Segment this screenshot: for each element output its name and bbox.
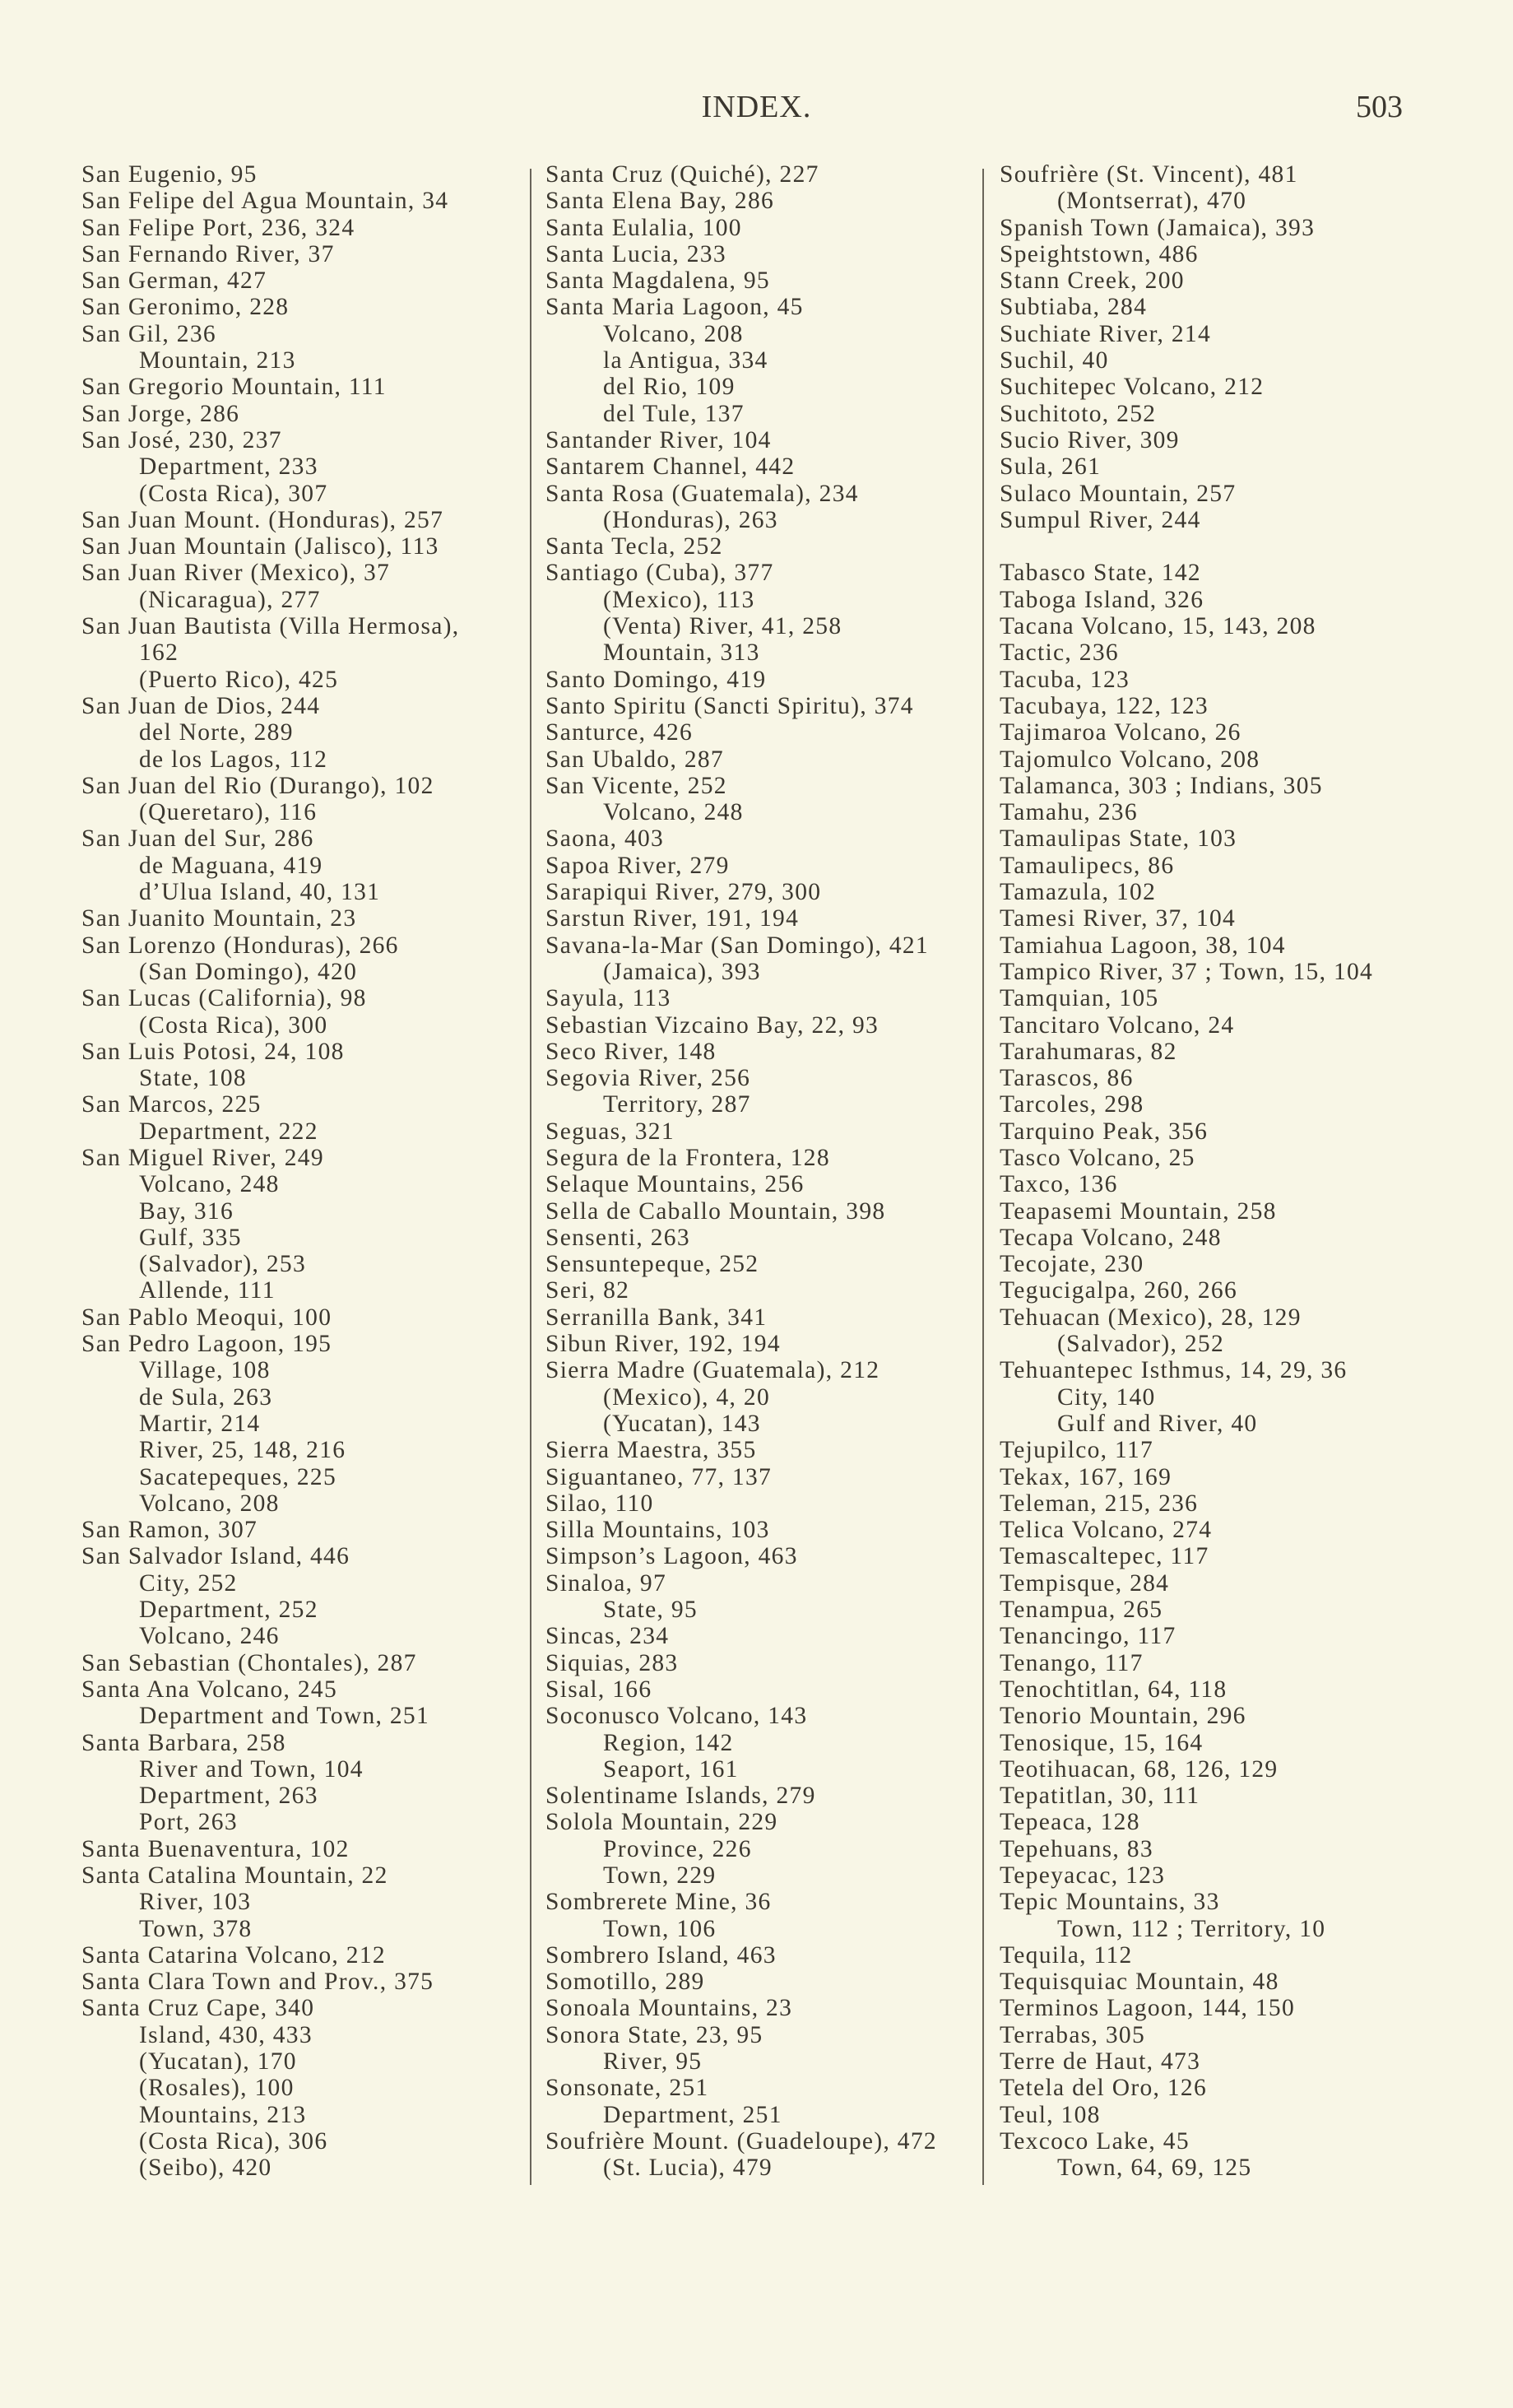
index-entry: San Juan River (Mexico), 37	[81, 560, 391, 587]
index-entry: Santurce, 426	[545, 719, 694, 746]
index-entry: San Pablo Meoqui, 100	[81, 1304, 332, 1331]
index-subentry: del Tule, 137	[603, 400, 745, 427]
index-entry: Teul, 108	[1000, 2101, 1101, 2128]
index-subentry: (Salvador), 253	[139, 1251, 307, 1278]
index-subentry: Mountain, 213	[139, 347, 296, 374]
index-entry: Terre de Haut, 473	[1000, 2048, 1201, 2076]
index-entry: Tequila, 112	[1000, 1941, 1133, 1969]
index-entry: Santo Domingo, 419	[545, 666, 767, 693]
index-subentry: River and Town, 104	[139, 1755, 364, 1783]
index-entry: Tepic Mountains, 33	[1000, 1889, 1220, 1916]
index-entry: Santander River, 104	[545, 426, 772, 453]
index-entry: Santiago (Cuba), 377	[545, 560, 774, 587]
index-entry: Telica Volcano, 274	[1000, 1517, 1213, 1544]
index-entry: Tequisquiac Mountain, 48	[1000, 1969, 1279, 1996]
index-entry: Santa Magdalena, 95	[545, 267, 770, 295]
page-number: 503	[1356, 90, 1403, 124]
index-entry: Seco River, 148	[545, 1038, 717, 1065]
index-entry: Sinaloa, 97	[545, 1569, 667, 1597]
index-subentry: (Yucatan), 170	[139, 2048, 297, 2076]
index-entry: Santa Maria Lagoon, 45	[545, 294, 804, 321]
index-subentry: Volcano, 208	[603, 320, 744, 347]
index-entry	[1000, 533, 1373, 560]
index-entry: Tajimaroa Volcano, 26	[1000, 719, 1241, 746]
index-subentry: Mountain, 313	[603, 639, 760, 667]
index-entry: San Juan del Rio (Durango), 102	[81, 772, 434, 799]
index-entry: Tepehuans, 83	[1000, 1835, 1153, 1862]
index-subentry: Territory, 287	[603, 1091, 751, 1118]
index-subentry: del Norte, 289	[139, 719, 294, 746]
index-column-3	[1000, 161, 1373, 2182]
index-entry: Sarapiqui River, 279, 300	[545, 879, 822, 906]
index-entry: Santarem Channel, 442	[545, 453, 796, 481]
index-subentry: Region, 142	[603, 1729, 734, 1756]
index-subentry: (Honduras), 263	[603, 506, 778, 533]
index-entry: San Juan Mountain (Jalisco), 113	[81, 533, 439, 560]
index-entry: Tenosique, 15, 164	[1000, 1729, 1204, 1756]
index-entry: Sulaco Mountain, 257	[1000, 480, 1237, 507]
index-entry: Sarstun River, 191, 194	[545, 905, 800, 932]
index-entry: San Fernando River, 37	[81, 240, 335, 267]
index-entry: Tepatitlan, 30, 111	[1000, 1783, 1200, 1810]
index-entry: San Gil, 236	[81, 320, 216, 347]
index-entry: Santa Cruz (Quiché), 227	[545, 161, 819, 188]
index-subentry: Volcano, 248	[603, 799, 744, 826]
index-entry: Tehuacan (Mexico), 28, 129	[1000, 1304, 1302, 1331]
index-subentry: (Mexico), 4, 20	[603, 1383, 771, 1411]
index-entry: Terminos Lagoon, 144, 150	[1000, 1995, 1295, 2022]
index-entry: San Eugenio, 95	[81, 161, 258, 188]
index-column-2	[545, 161, 937, 2182]
index-subentry: Town, 64, 69, 125	[1057, 2155, 1252, 2182]
index-subentry: (Yucatan), 143	[603, 1410, 761, 1437]
index-subentry: Department, 252	[139, 1597, 318, 1624]
index-entry: Selaque Mountains, 256	[545, 1171, 805, 1198]
index-entry: Sierra Madre (Guatemala), 212	[545, 1357, 880, 1384]
index-entry: Santa Catarina Volcano, 212	[81, 1941, 386, 1969]
index-entry: Teotihuacan, 68, 126, 129	[1000, 1755, 1279, 1783]
index-entry: San Juanito Mountain, 23	[81, 905, 357, 932]
index-entry: San Ubaldo, 287	[545, 746, 724, 773]
index-entry: Subtiaba, 284	[1000, 294, 1148, 321]
index-subentry: Volcano, 246	[139, 1623, 280, 1650]
index-entry: Tajomulco Volcano, 208	[1000, 746, 1260, 773]
index-entry: Tarquino Peak, 356	[1000, 1118, 1209, 1145]
index-subentry: (Seibo), 420	[139, 2155, 272, 2182]
index-entry: Tenochtitlan, 64, 118	[1000, 1676, 1228, 1703]
index-entry: Tempisque, 284	[1000, 1569, 1170, 1597]
index-subentry: Volcano, 208	[139, 1490, 280, 1517]
index-entry: San Marcos, 225	[81, 1091, 262, 1118]
index-subentry: Province, 226	[603, 1835, 752, 1862]
index-entry: Tejupilco, 117	[1000, 1437, 1154, 1464]
index-entry: Santo Spiritu (Sancti Spiritu), 374	[545, 692, 914, 719]
index-entry: Tepeyacac, 123	[1000, 1862, 1166, 1889]
index-entry: Tamaulipas State, 103	[1000, 825, 1237, 853]
index-entry: Tekax, 167, 169	[1000, 1463, 1172, 1490]
index-entry: Tabasco State, 142	[1000, 560, 1201, 587]
index-subentry: Town, 112 ; Territory, 10	[1057, 1915, 1326, 1942]
index-entry: Stann Creek, 200	[1000, 267, 1185, 295]
index-entry: San Luis Potosi, 24, 108	[81, 1038, 345, 1065]
index-subentry: Town, 106	[603, 1915, 717, 1942]
index-entry: Sonsonate, 251	[545, 2075, 709, 2102]
index-entry: Tancitaro Volcano, 24	[1000, 1011, 1235, 1039]
index-entry: Sibun River, 192, 194	[545, 1331, 781, 1358]
index-entry: San Lucas (California), 98	[81, 985, 367, 1012]
index-entry: Sebastian Vizcaino Bay, 22, 93	[545, 1011, 879, 1039]
index-subentry: Island, 430, 433	[139, 2021, 313, 2048]
index-entry: Tenango, 117	[1000, 1649, 1144, 1676]
index-subentry: (St. Lucia), 479	[603, 2155, 773, 2182]
index-entry: Tecapa Volcano, 248	[1000, 1224, 1222, 1251]
index-entry: Santa Lucia, 233	[545, 240, 726, 267]
index-entry: Speightstown, 486	[1000, 240, 1199, 267]
index-entry: Tetela del Oro, 126	[1000, 2075, 1207, 2102]
index-entry: Suchil, 40	[1000, 347, 1109, 374]
index-entry: Sensenti, 263	[545, 1224, 690, 1251]
index-entry: Serranilla Bank, 341	[545, 1304, 768, 1331]
index-entry: San Miguel River, 249	[81, 1144, 324, 1171]
index-subentry: State, 95	[603, 1597, 698, 1624]
index-entry: San Geronimo, 228	[81, 294, 290, 321]
index-entry: Santa Barbara, 258	[81, 1729, 286, 1756]
index-entry: Tarascos, 86	[1000, 1065, 1134, 1092]
index-subentry: 162	[139, 639, 179, 667]
index-entry: Temascaltepec, 117	[1000, 1543, 1209, 1570]
index-entry: Texcoco Lake, 45	[1000, 2127, 1190, 2155]
index-entry: San Jorge, 286	[81, 400, 240, 427]
index-subentry: Seaport, 161	[603, 1755, 739, 1783]
index-entry: Sensuntepeque, 252	[545, 1251, 759, 1278]
index-subentry: State, 108	[139, 1065, 247, 1092]
index-entry: Simpson’s Lagoon, 463	[545, 1543, 798, 1570]
index-entry: Santa Cruz Cape, 340	[81, 1995, 315, 2022]
index-entry: San Juan de Dios, 244	[81, 692, 321, 719]
index-entry: Talamanca, 303 ; Indians, 305	[1000, 772, 1323, 799]
index-entry: Sella de Caballo Mountain, 398	[545, 1197, 886, 1225]
index-entry: Tenorio Mountain, 296	[1000, 1703, 1246, 1730]
index-entry: Tampico River, 37 ; Town, 15, 104	[1000, 958, 1374, 985]
index-entry: Tamahu, 236	[1000, 799, 1138, 826]
index-subentry: la Antigua, 334	[603, 347, 768, 374]
index-entry: Solola Mountain, 229	[545, 1809, 778, 1836]
index-entry: Taboga Island, 326	[1000, 586, 1204, 613]
index-entry: Tacana Volcano, 15, 143, 208	[1000, 613, 1316, 640]
index-entry: Tamazula, 102	[1000, 879, 1157, 906]
index-subentry: Port, 263	[139, 1809, 238, 1836]
index-entry: Santa Rosa (Guatemala), 234	[545, 480, 859, 507]
index-subentry: (Venta) River, 41, 258	[603, 613, 842, 640]
index-subentry: (Nicaragua), 277	[139, 586, 321, 613]
index-subentry: del Rio, 109	[603, 374, 736, 401]
index-entry: San Juan del Sur, 286	[81, 825, 314, 853]
index-subentry: (Queretaro), 116	[139, 799, 318, 826]
index-entry: San Sebastian (Chontales), 287	[81, 1649, 417, 1676]
index-entry: Taxco, 136	[1000, 1171, 1118, 1198]
index-entry: San Juan Mount. (Honduras), 257	[81, 506, 444, 533]
index-subentry: City, 252	[139, 1569, 238, 1597]
index-entry: Tactic, 236	[1000, 639, 1119, 667]
index-entry: Tamaulipecs, 86	[1000, 852, 1175, 879]
index-subentry: de los Lagos, 112	[139, 746, 328, 773]
index-entry: Santa Elena Bay, 286	[545, 188, 775, 215]
index-subentry: Volcano, 248	[139, 1171, 280, 1198]
index-entry: Tenampua, 265	[1000, 1597, 1163, 1624]
index-entry: Somotillo, 289	[545, 1969, 705, 1996]
index-subentry: River, 103	[139, 1889, 252, 1916]
index-entry: Silla Mountains, 103	[545, 1517, 770, 1544]
index-subentry: (Mexico), 113	[603, 586, 755, 613]
index-subentry: (Costa Rica), 306	[139, 2127, 328, 2155]
index-subentry: (San Domingo), 420	[139, 958, 358, 985]
index-entry: Sincas, 234	[545, 1623, 670, 1650]
index-entry: Santa Buenaventura, 102	[81, 1835, 350, 1862]
index-entry: Sombrero Island, 463	[545, 1941, 777, 1969]
index-entry: Santa Clara Town and Prov., 375	[81, 1969, 434, 1996]
index-entry: Sucio River, 309	[1000, 426, 1180, 453]
index-entry: Saona, 403	[545, 825, 665, 853]
index-entry: Tamquian, 105	[1000, 985, 1159, 1012]
index-subentry: (Salvador), 252	[1057, 1331, 1225, 1358]
index-subentry: Town, 378	[139, 1915, 253, 1942]
index-entry: San Salvador Island, 446	[81, 1543, 350, 1570]
index-column-1	[81, 161, 459, 2182]
index-entry: Tepeaca, 128	[1000, 1809, 1140, 1836]
index-entry: Sisal, 166	[545, 1676, 652, 1703]
index-subentry: City, 140	[1057, 1383, 1156, 1411]
index-subentry: (Costa Rica), 300	[139, 1011, 328, 1039]
index-entry: Seri, 82	[545, 1277, 630, 1304]
index-entry: Solentiname Islands, 279	[545, 1783, 816, 1810]
index-subentry: Village, 108	[139, 1357, 271, 1384]
index-entry: Segura de la Frontera, 128	[545, 1144, 830, 1171]
index-entry: Sayula, 113	[545, 985, 671, 1012]
index-entry: Soufrière Mount. (Guadeloupe), 472	[545, 2127, 937, 2155]
index-entry: Silao, 110	[545, 1490, 654, 1517]
index-entry: San Gregorio Mountain, 111	[81, 374, 387, 401]
index-subentry: d’Ulua Island, 40, 131	[139, 879, 381, 906]
page-title: INDEX.	[701, 90, 812, 124]
index-entry: Sonora State, 23, 95	[545, 2021, 763, 2048]
index-entry: Segovia River, 256	[545, 1065, 751, 1092]
index-entry: Tarcoles, 298	[1000, 1091, 1144, 1118]
column-divider	[982, 169, 984, 2185]
index-subentry: (Puerto Rico), 425	[139, 666, 339, 693]
index-subentry: Town, 229	[603, 1862, 717, 1889]
index-subentry: Gulf and River, 40	[1057, 1410, 1258, 1437]
index-subentry: (Rosales), 100	[139, 2075, 295, 2102]
column-divider	[530, 169, 531, 2185]
index-subentry: Department, 263	[139, 1783, 318, 1810]
index-entry: Santa Catalina Mountain, 22	[81, 1862, 388, 1889]
index-entry: San Vicente, 252	[545, 772, 727, 799]
index-entry: San German, 427	[81, 267, 267, 295]
index-entry: Santa Tecla, 252	[545, 533, 723, 560]
index-subentry: Bay, 316	[139, 1197, 234, 1225]
index-subentry: Gulf, 335	[139, 1224, 242, 1251]
index-entry: Tamesi River, 37, 104	[1000, 905, 1237, 932]
index-entry: Sumpul River, 244	[1000, 506, 1201, 533]
index-entry: San Juan Bautista (Villa Hermosa),	[81, 613, 460, 640]
index-subentry: Department, 233	[139, 453, 318, 481]
index-subentry: River, 95	[603, 2048, 703, 2076]
index-subentry: (Costa Rica), 307	[139, 480, 328, 507]
index-entry: Tacubaya, 122, 123	[1000, 692, 1209, 719]
index-entry: Sierra Maestra, 355	[545, 1437, 757, 1464]
index-subentry: (Montserrat), 470	[1057, 188, 1247, 215]
index-subentry: Department, 251	[603, 2101, 782, 2128]
index-entry: San Pedro Lagoon, 195	[81, 1331, 332, 1358]
index-entry: Tamiahua Lagoon, 38, 104	[1000, 932, 1286, 959]
index-entry: Sonoala Mountains, 23	[545, 1995, 793, 2022]
index-entry: Teapasemi Mountain, 258	[1000, 1197, 1277, 1225]
index-subentry: de Sula, 263	[139, 1383, 273, 1411]
index-entry: Sapoa River, 279	[545, 852, 730, 879]
index-entry: San Lorenzo (Honduras), 266	[81, 932, 399, 959]
index-entry: Sombrerete Mine, 36	[545, 1889, 772, 1916]
index-subentry: River, 25, 148, 216	[139, 1437, 346, 1464]
index-entry: Tacuba, 123	[1000, 666, 1130, 693]
index-entry: San Ramon, 307	[81, 1517, 258, 1544]
index-subentry: (Jamaica), 393	[603, 958, 761, 985]
index-subentry: Sacatepeques, 225	[139, 1463, 336, 1490]
index-entry: Siguantaneo, 77, 137	[545, 1463, 773, 1490]
index-entry: Tenancingo, 117	[1000, 1623, 1177, 1650]
index-entry: Siquias, 283	[545, 1649, 679, 1676]
index-entry: Spanish Town (Jamaica), 393	[1000, 214, 1316, 241]
index-entry: San Felipe Port, 236, 324	[81, 214, 355, 241]
index-entry: Seguas, 321	[545, 1118, 675, 1145]
index-entry: San Felipe del Agua Mountain, 34	[81, 188, 449, 215]
index-subentry: Department, 222	[139, 1118, 318, 1145]
index-entry: Tehuantepec Isthmus, 14, 29, 36	[1000, 1357, 1348, 1384]
index-entry: San José, 230, 237	[81, 426, 282, 453]
index-entry: Suchitoto, 252	[1000, 400, 1157, 427]
index-entry: Soufrière (St. Vincent), 481	[1000, 161, 1298, 188]
index-entry: Tasco Volcano, 25	[1000, 1144, 1195, 1171]
index-entry: Santa Eulalia, 100	[545, 214, 742, 241]
index-entry: Santa Ana Volcano, 245	[81, 1676, 338, 1703]
index-subentry: Allende, 111	[139, 1277, 276, 1304]
index-entry: Suchitepec Volcano, 212	[1000, 374, 1265, 401]
index-subentry: de Maguana, 419	[139, 852, 323, 879]
index-entry: Tegucigalpa, 260, 266	[1000, 1277, 1238, 1304]
index-entry: Savana-la-Mar (San Domingo), 421	[545, 932, 929, 959]
index-subentry: Martir, 214	[139, 1410, 261, 1437]
index-subentry: Department and Town, 251	[139, 1703, 430, 1730]
index-entry: Soconusco Volcano, 143	[545, 1703, 808, 1730]
index-subentry: Mountains, 213	[139, 2101, 307, 2128]
index-entry: Teleman, 215, 236	[1000, 1490, 1199, 1517]
index-entry: Terrabas, 305	[1000, 2021, 1146, 2048]
index-entry: Tarahumaras, 82	[1000, 1038, 1177, 1065]
index-entry: Tecojate, 230	[1000, 1251, 1144, 1278]
index-entry: Sula, 261	[1000, 453, 1102, 481]
index-entry: Suchiate River, 214	[1000, 320, 1212, 347]
